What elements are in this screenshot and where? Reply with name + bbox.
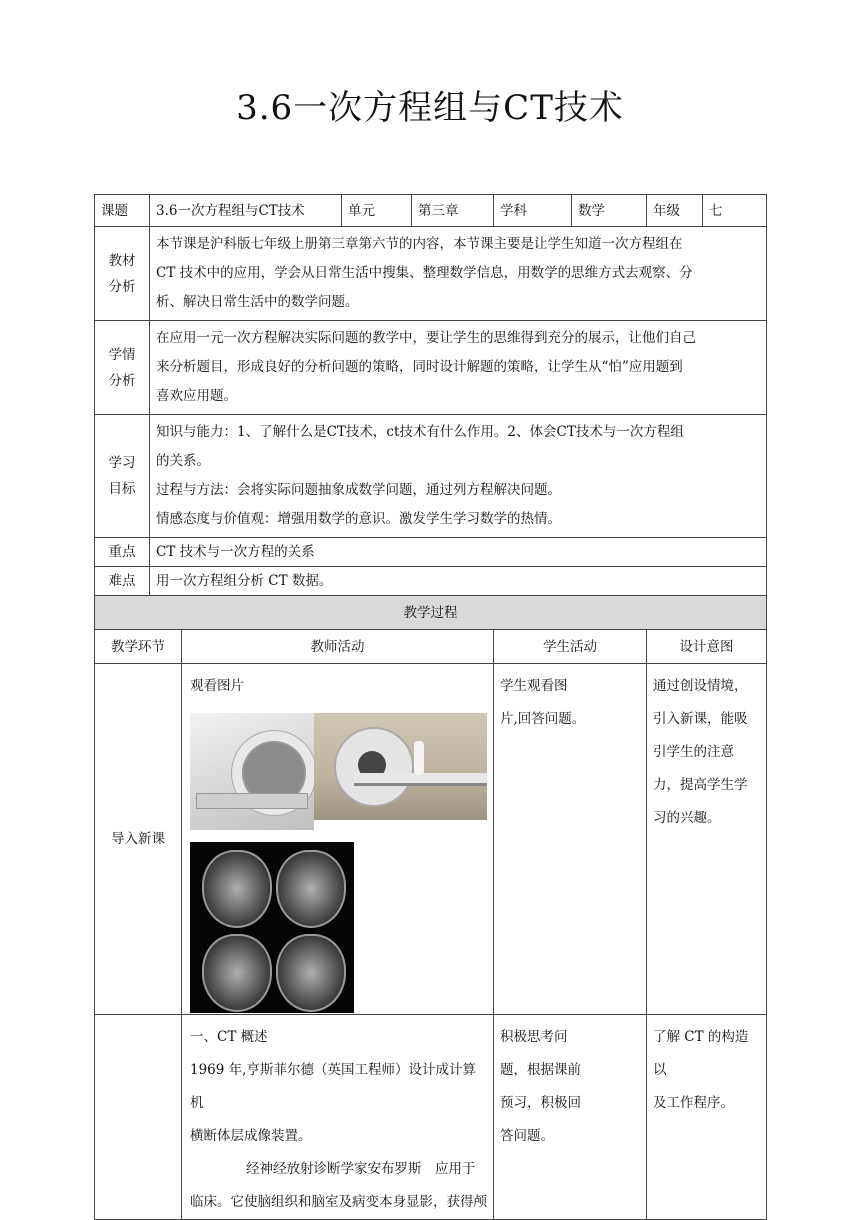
- intent-line: 引学生的注意: [653, 744, 734, 760]
- col-stage-header: 教学环节: [95, 630, 182, 664]
- textbook-label-line-1: 教材: [108, 252, 136, 269]
- teacher-line: 临床。它使脑组织和脑室及病变本身显影，获得颅: [190, 1194, 487, 1210]
- grade-label: 年级: [647, 195, 703, 227]
- ct-scanner-image: [190, 713, 314, 830]
- learner-analysis-row: [95, 321, 767, 415]
- design-intent-ct: [647, 1015, 767, 1220]
- unit-label: 单元: [342, 195, 412, 227]
- objectives-label-line-2: 目标: [108, 481, 136, 497]
- learner-label: [95, 321, 150, 415]
- design-intent-lines: [653, 664, 760, 835]
- key-point-value: CT 技术与一次方程的关系: [150, 538, 767, 567]
- teacher-line: 1969 年,亨斯菲尔德（英国工程师）设计成计算机: [190, 1062, 476, 1111]
- textbook-line: 析、解决日常生活中的数学问题。: [156, 294, 359, 310]
- process-row-ct-overview: [95, 1015, 767, 1220]
- col-intent-header: 设计意图: [647, 630, 767, 664]
- brain-scan-image: [190, 842, 354, 1013]
- objectives-row: [95, 415, 767, 538]
- textbook-label: [95, 227, 150, 321]
- intent-line: 引入新课，能吸: [653, 711, 748, 727]
- student-ct-lines: [500, 1015, 640, 1153]
- learner-line: 喜欢应用题。: [156, 388, 237, 404]
- topic-value: 3.6一次方程组与CT技术: [150, 195, 342, 227]
- design-intent-intro: [647, 664, 767, 1015]
- col-teacher-header: 教师活动: [182, 630, 494, 664]
- ct-room-image: [314, 713, 487, 820]
- objectives-label: [95, 415, 150, 538]
- learner-line: 来分析题目，形成良好的分析问题的策略，同时设计解题的策略，让学生从“怕”应用题到: [156, 359, 683, 375]
- difficulty-row: [95, 567, 767, 596]
- process-header-row: [95, 630, 767, 664]
- student-activity-ct: [494, 1015, 647, 1220]
- teacher-line: 横断体层成像装置。: [190, 1128, 312, 1144]
- learner-label-line-2: 分析: [108, 372, 136, 389]
- teacher-activity-text: 观看图片: [190, 678, 244, 694]
- difficulty-value: 用一次方程组分析 CT 数据。: [150, 567, 767, 596]
- document-title: 3.6一次方程组与CT技术: [236, 88, 624, 128]
- textbook-line: 本节课是沪科版七年级上册第三章第六节的内容，本节课主要是让学生知道一次方程组在: [156, 236, 683, 252]
- unit-value: 第三章: [412, 195, 494, 227]
- textbook-analysis-row: [95, 227, 767, 321]
- learner-label-line-1: 学情: [108, 346, 136, 363]
- difficulty-label: 难点: [95, 567, 150, 596]
- topic-label: 课题: [95, 195, 150, 227]
- textbook-label-line-2: 分析: [108, 278, 136, 295]
- teacher-line: 一、CT 概述: [190, 1029, 268, 1045]
- ct-photos-row: [190, 713, 487, 830]
- subject-label: 学科: [494, 195, 572, 227]
- process-row-intro: [95, 664, 767, 1015]
- textbook-line: CT 技术中的应用，学会从日常生活中搜集、整理数学信息，用数学的思维方式去观察、分: [156, 265, 693, 281]
- intent-line: 通过创设情境，: [653, 678, 748, 694]
- subject-value: 数学: [572, 195, 647, 227]
- lesson-plan-grid: [94, 194, 767, 1220]
- process-section-title: 教学过程: [95, 596, 767, 630]
- process-section-row: [95, 596, 767, 630]
- key-point-row: [95, 538, 767, 567]
- objectives-line: 情感态度与价值观：增强用数学的意识。激发学生学习数学的热情。: [156, 511, 561, 527]
- key-point-label: 重点: [95, 538, 150, 567]
- grade-value: 七: [703, 195, 767, 227]
- student-line: 积极思考问: [500, 1029, 568, 1045]
- student-line: 预习，积极回: [500, 1095, 581, 1111]
- student-line: 题，根据课前: [500, 1062, 581, 1078]
- intent-line: 及工作程序。: [653, 1095, 734, 1111]
- header-row: [95, 195, 767, 227]
- intent-line: 力，提高学生学: [653, 777, 748, 793]
- teacher-line: 经神经放射诊断学家安布罗斯 应用于: [246, 1161, 476, 1177]
- intent-ct-lines: [653, 1015, 760, 1120]
- student-line: 片,回答问题。: [500, 711, 586, 727]
- student-activity-lines: [500, 664, 640, 736]
- objectives-content: [150, 415, 767, 538]
- stage-ct-overview: [95, 1015, 182, 1220]
- student-activity-intro: [494, 664, 647, 1015]
- objectives-line: 过程与方法：会将实际问题抽象成数学问题，通过列方程解决问题。: [156, 482, 561, 498]
- teacher-activity-intro: [182, 664, 494, 1015]
- stage-intro: 导入新课: [95, 664, 182, 1015]
- col-student-header: 学生活动: [494, 630, 647, 664]
- learner-content: [150, 321, 767, 415]
- student-line: 答问题。: [500, 1128, 554, 1144]
- intent-line: 习的兴趣。: [653, 810, 721, 826]
- student-line: 学生观看图: [500, 678, 568, 694]
- image-group: [190, 713, 487, 1013]
- teacher-activity-ct: [182, 1015, 494, 1220]
- objectives-line: 的关系。: [156, 453, 210, 469]
- objectives-label-line-1: 学习: [108, 455, 136, 471]
- objectives-line: 知识与能力：1、了解什么是CT技术，ct技术有什么作用。2、体会CT技术与一次方程组: [156, 424, 684, 440]
- textbook-content: [150, 227, 767, 321]
- learner-line: 在应用一元一次方程解决实际问题的教学中，要让学生的思维得到充分的展示，让他们自己: [156, 330, 696, 346]
- teacher-ct-lines: [190, 1015, 487, 1219]
- intent-line: 了解 CT 的构造以: [653, 1029, 749, 1078]
